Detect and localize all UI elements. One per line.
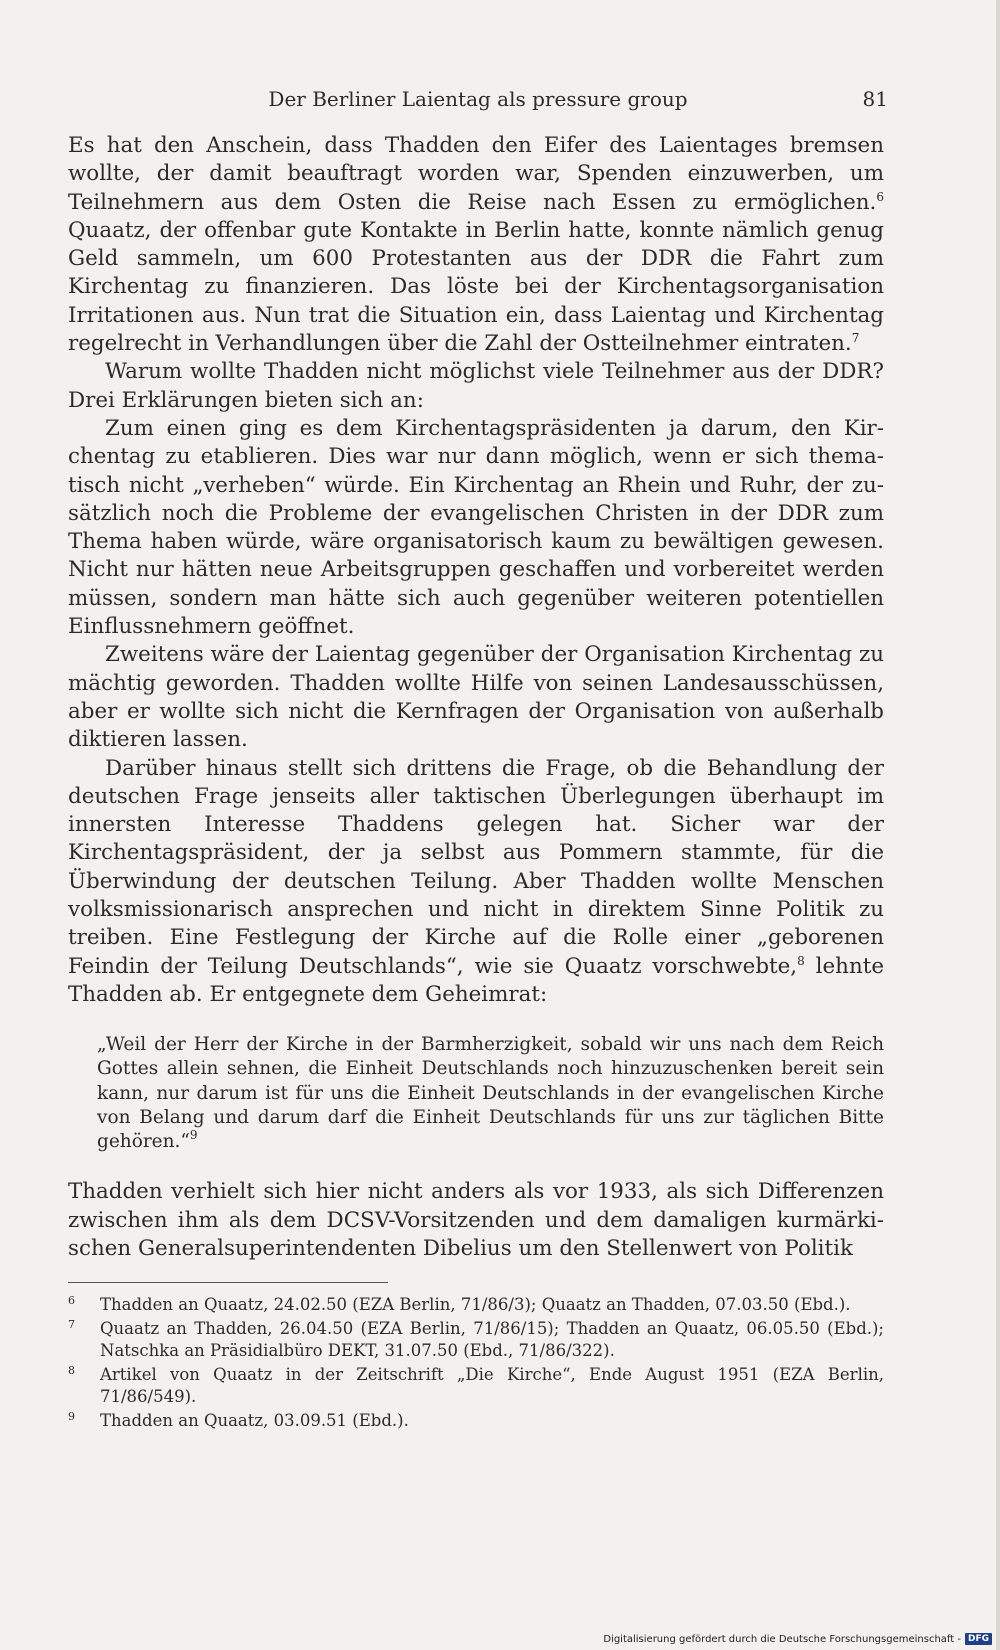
footnote-text: Quaatz an Thadden, 26.04.50 (EZA Berlin, 71/86/15); Thadden an Quaatz, 06.05.50 (Ebd.); Natschka an Präsidialbüro DEKT, 31.07.50 (Ebd., 71/86/322).	[100, 1319, 884, 1360]
paragraph-2: Warum wollte Thadden nicht möglichst viele Teilnehmer aus der DDR? Drei Erklärungen bieten sich an:	[68, 359, 884, 413]
footnote-number: 6	[68, 1294, 75, 1307]
dfg-logo-icon: DFG	[965, 1633, 992, 1645]
footnote-8	[68, 1364, 884, 1408]
page-edge	[996, 0, 1000, 1650]
footnote-divider	[68, 1282, 388, 1283]
footnote-7	[68, 1318, 884, 1362]
paragraph-5: Darüber hinaus stellt sich drittens die Frage, ob die Behandlung der deutschen Frage jenseits aller taktischen Überlegungen überhaupt im innersten Interesse Thaddens gelegen hat. Sicher war der Kirchentagspräsident, der ja selbst aus Pommern stammte, für die Überwindung der deutschen Teilung. Aber Thadden wollte Menschen volksmissionarisch ansprechen und nicht in direktem Sinne Politik zu treiben. Eine Festlegung der Kirche auf die Rolle einer „geborenen Feindin der Teilung Deutschlands“, wie sie Quaatz vorschwebte,$^8$ lehnte Thadden ab. Er entgegnete dem Geheimrat:	[68, 755, 884, 1007]
footnote-ref-6[interactable]: 6	[876, 189, 884, 204]
footnote-ref-9[interactable]: 9	[189, 1128, 198, 1143]
footnote-text: Thadden an Quaatz, 03.09.51 (Ebd.).	[100, 1411, 409, 1430]
paragraph-3: Zum einen ging es dem Kirchentagspräsidenten ja darum, den Kirchentag zu etablieren. Dies war nur dann möglich, wenn er sich thematisch nicht „verheben“ würde. Ein Kirchentag an Rhein und Ruhr, der zusätzlich noch die Probleme der evangelischen Christen in der DDR zum Thema haben würde, wäre organisatorisch kaum zu bewältigen gewesen. Nicht nur hätten neue Arbeitsgruppen geschaffen und vorbereitet werden müssen, sondern man hätte sich auch gegenüber weiteren potentiellen Einflussnehmern geöffnet.	[68, 415, 884, 640]
footnote-number: 9	[68, 1410, 75, 1423]
paragraph-4: Zweitens wäre der Laientag gegenüber der Organisation Kirchentag zu mächtig geworden. Thadden wollte Hilfe von seinen Landesausschüssen, aber er wollte sich nicht die Kernfragen der Organisation von außerhalb diktieren lassen.	[68, 642, 884, 753]
block-quote: „Weil der Herr der Kirche in der Barmherzigkeit, sobald wir uns nach dem Reich Gottes allein sehnen, die Einheit Deutschlands noch hinzuzuschenken bereit sein kann, nur darum ist für uns die Einheit Deutschlands in der evangelischen Kirche von Belang und darum darf die Einheit Deutschlands für uns zur täglichen Bitte gehören.“$^9$	[97, 1034, 884, 1153]
paragraph-1: Es hat den Anschein, dass Thadden den Eifer des Laientages bremsen wollte, der damit beauftragt worden war, Spenden einzuwerben, um Teilnehmern aus dem Osten die Reise nach Essen zu ermöglichen.$^6$ Quaatz, der offenbar gute Kontakte in Berlin hatte, konnte nämlich genug Geld sammeln, um 600 Protestanten aus der DDR die Fahrt zum Kirchentag zu finanzieren. Das löste bei der Kirchentagsorganisation Irritationen aus. Nun trat die Situation ein, dass Laientag und Kirchentag regelrecht in Verhandlungen über die Zahl der Ostteilnehmer eintraten.$^7$	[68, 133, 884, 357]
footnote-6	[68, 1294, 884, 1316]
footnote-ref-8[interactable]: 8	[797, 953, 805, 968]
paragraph-6: Thadden verhielt sich hier nicht anders als vor 1933, als sich Differenzen zwischen ihm als dem DCSV-Vorsitzenden und dem damaligen kurmärkischen Generalsuperintendenten Dibelius um den Stellenwert von Politik	[68, 1179, 884, 1261]
footnote-text: Artikel von Quaatz in der Zeitschrift „Die Kirche“, Ende August 1951 (EZA Berlin, 71/86/549).	[100, 1365, 884, 1406]
footnotes	[68, 1294, 884, 1434]
digitization-credit	[603, 1633, 992, 1645]
page-number: 81	[862, 87, 888, 111]
footnote-ref-7[interactable]: 7	[851, 331, 860, 346]
main-text	[68, 132, 884, 1263]
footnote-number: 8	[68, 1364, 75, 1377]
footnote-number: 7	[68, 1318, 75, 1331]
footnote-9	[68, 1410, 884, 1432]
running-title: Der Berliner Laientag als pressure group	[268, 87, 688, 111]
page-header	[68, 84, 888, 114]
footnote-text: Thadden an Quaatz, 24.02.50 (EZA Berlin, 71/86/3); Quaatz an Thadden, 07.03.50 (Ebd.).	[100, 1295, 851, 1314]
credit-text: Digitalisierung gefördert durch die Deutsche Forschungsgemeinschaft -	[603, 1633, 961, 1645]
